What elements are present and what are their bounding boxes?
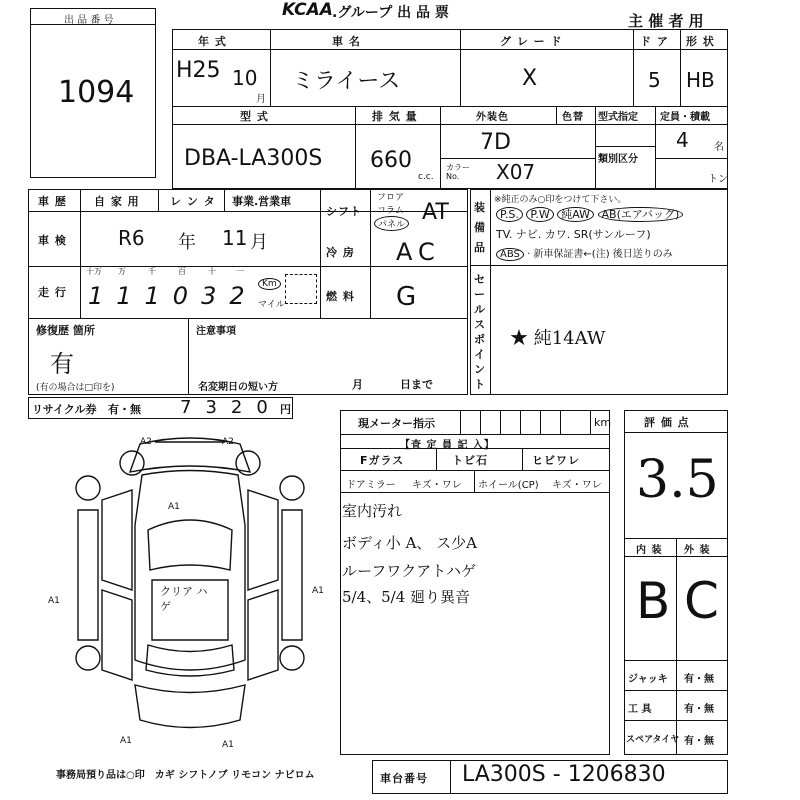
label-inspector: 【査 定 員 記 入】 [400,440,495,451]
label-shape: 形 状 [686,35,715,48]
office-items: 事務局預り品は○印 カギ シフトノブ リモコン ナビロム [56,770,315,781]
odo-unit-1: 万 [118,267,126,276]
inspection-note-1: 室内汚れ [342,502,403,520]
inspection-month-unit: 月 [250,232,268,253]
label-capacity: 定員・積載 [660,112,710,123]
label-month: 月 [352,378,364,391]
label-interior: 内 装 [636,545,663,556]
vehicle-capacity: 4 [676,128,689,152]
recycle-unit: 円 [280,403,292,416]
lot-label: 出 品 番 号 [64,15,114,26]
odo-unit-5: 一 [236,267,244,276]
label-exterior-color: 外装色 [476,112,509,123]
year-month: 10 [232,66,258,90]
label-business: 事業.営業車 [232,195,292,208]
label-spare: スペアタイヤ [626,735,680,745]
shift-value: AT [422,200,449,225]
label-inspection: 車 検 [38,234,67,247]
glass-stone-chip: トビ石 [452,454,488,467]
form-title: .グループ 出 品 票 [332,5,449,21]
equipment-note: ※純正のみ○印をつけて下さい。 [494,195,627,205]
equip-ps: P.S. [496,207,523,222]
damage-mark-front-right: A2 [222,437,234,447]
chassis-number: LA300S - 1206830 [462,762,666,787]
vehicle-name: ミライース [292,69,401,94]
inspection-note-3: ルーフワクアトハゲ [342,562,476,580]
label-score: 評 価 点 [644,416,690,429]
inspection-month: 11 [222,226,248,250]
label-repair: 修復歴 箇所 [36,324,95,337]
wheel-options: キズ・ワレ [552,480,602,491]
label-notes: 注意事項 [196,326,236,337]
vehicle-grade: X [522,66,538,91]
label-private: 自 家 用 [94,195,140,208]
exterior-grade: C [684,572,719,630]
damage-mark-right-side: A1 [312,586,324,596]
odo-unit-4: 十 [208,267,216,276]
label-jack: ジャッキ [628,674,668,685]
equip-pw: P.W [526,207,553,222]
damage-mark-rear-right: A1 [222,740,234,750]
glass-crack: ヒビワレ [532,454,580,467]
vehicle-displacement: 660 [370,148,412,173]
odo-unit-2: 千 [148,267,156,276]
label-name: 車 名 [332,35,361,48]
label-shift: シフト [326,205,362,218]
damage-mark-left-side: A1 [48,596,60,606]
recycle-amount: 7320 [180,397,282,418]
label-mileage: 走 行 [38,286,67,299]
label-mirror: ドアミラー [346,480,396,491]
ac-value: AC [396,238,441,266]
equipment-row1 [496,206,683,222]
repair-value: 有 [50,350,74,378]
damage-mark-hood: A1 [168,502,180,512]
meter-unit: km [594,416,612,429]
vehicle-doors: 5 [648,68,661,92]
label-type: 型 式 [240,110,269,123]
odo-unit-3: 百 [178,267,186,276]
label-floor: フロア [377,193,405,203]
mileage-check-box [285,274,317,304]
equip-aw: 純AW [557,207,594,222]
copy-label: 主 催 者 用 [628,12,704,30]
odometer: 111032 [88,282,258,310]
label-meter: 現メーター指示 [358,417,435,430]
label-grade: グ レ ー ド [500,35,563,48]
label-year: 年 式 [198,35,227,48]
label-column: コラム [377,206,404,216]
label-history: 車 歴 [38,195,67,208]
diagram-center-note: クリア ハゲ [160,585,208,613]
label-class: 類別区分 [598,154,638,165]
vehicle-model: DBA-LA300S [184,146,323,171]
inspection-era: R6 [118,226,145,250]
label-day: 日まで [400,378,433,391]
label-tools: 工 具 [628,704,652,715]
mile-label: マイル [258,300,285,310]
interior-grade: B [636,572,671,630]
label-displacement: 排 気 量 [372,110,418,123]
label-type-designation: 型式指定 [598,112,638,123]
label-chassis: 車台番号 [380,772,428,785]
repair-note: (有の場合は□印を) [36,383,115,393]
ton-unit: トン [708,174,728,185]
label-ac: 冷 房 [326,246,355,259]
equipment-row2: TV. ナビ. カワ. SR(サンルーフ) [496,228,651,241]
equip-ab: AB(エアバッグ) [598,207,684,222]
cc-unit: c.c. [418,172,434,182]
odo-unit-0: 十万 [86,267,102,276]
vehicle-exterior-color: 7D [480,130,511,155]
label-wheel: ホイール(CP) [478,480,539,491]
lot-number: 1094 [58,75,135,110]
inspection-note-2: ボディ小 A、 ス少A [342,534,478,552]
year-era: H25 [176,58,221,83]
month-unit: 月 [256,94,266,105]
damage-mark-front-left: A2 [140,437,152,447]
label-glass: Fガラス [360,454,405,467]
spare-presence: 有・無 [684,736,714,747]
label-name-change: 名変期日の短い方 [198,382,278,393]
persons-unit: 名 [714,142,724,153]
label-equipment: 装 備 品 [474,201,485,254]
label-sales-point: セールスポイント [474,273,485,391]
damage-mark-rear-left: A1 [120,736,132,746]
color-code-label: カラー No. [446,163,470,181]
recycle-options: 有・無 [108,403,141,416]
tools-presence: 有・無 [684,704,714,715]
org-logo: KCAA [282,0,333,20]
label-fuel: 燃 料 [326,290,355,303]
km-label: Km [258,278,281,290]
label-rental: レ ン タ [170,195,216,208]
equip-warranty: · 新車保証書←(注) 後日送りのみ [527,249,673,260]
fuel-value: G [396,282,417,312]
label-doors: ド ア [640,35,669,48]
jack-presence: 有・無 [684,674,714,685]
vehicle-color-code: X07 [496,160,536,184]
label-exterior: 外 装 [684,545,711,556]
inspection-note-4: 5/4、5/4 廻り異音 [342,588,471,606]
sales-point-text: ★ 純14AW [510,328,606,349]
inspection-year-unit: 年 [178,232,196,253]
equip-abs: ABS [496,248,524,261]
label-panel: パネル [374,216,409,231]
score-value: 3.5 [636,450,719,510]
label-recycle: リサイクル券 [32,403,97,416]
mirror-options: キズ・ワレ [412,480,462,491]
equipment-row3 [496,245,673,260]
vehicle-shape: HB [686,68,715,92]
label-color-no: 色替 [562,112,584,123]
